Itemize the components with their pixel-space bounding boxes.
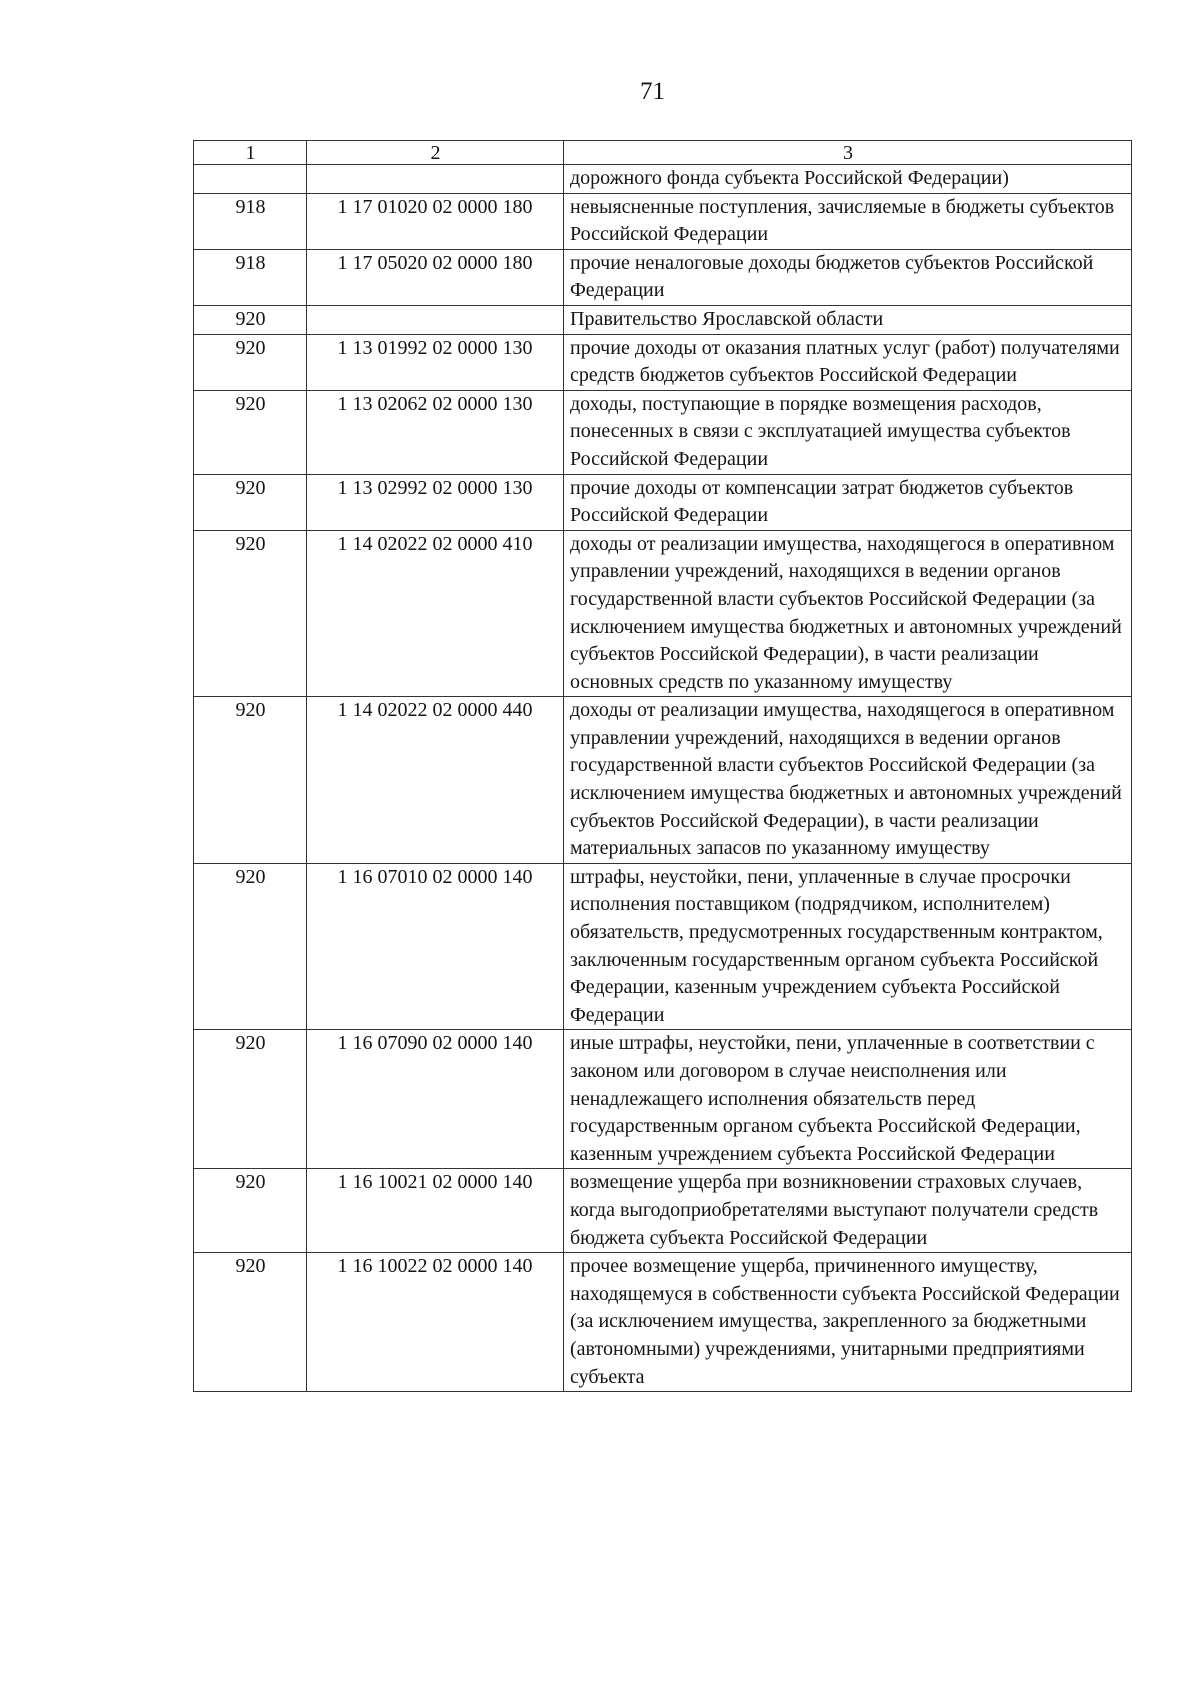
table-row — [194, 530, 1132, 697]
table-row — [194, 390, 1132, 474]
admin-code-cell: 920 — [194, 1030, 307, 1169]
admin-code-cell: 920 — [194, 334, 307, 390]
revenue-name-cell: невыясненные поступления, зачисляемые в бюджеты субъектов Российской Федерации — [564, 193, 1132, 249]
revenue-code-cell: 1 17 05020 02 0000 180 — [307, 249, 564, 305]
page-number: 71 — [640, 78, 665, 105]
table-row — [194, 165, 1132, 194]
table-row — [194, 334, 1132, 390]
revenue-name-cell: доходы от реализации имущества, находящегося в оперативном управлении учреждений, находящихся в ведении органов государственной власти субъектов Российской Федерации (за исключением имущества бюджетных и автономных учреждений субъектов Российской Федерации), в части реализации материальных запасов по указанному имуществу — [564, 697, 1132, 864]
table-row — [194, 1169, 1132, 1253]
admin-code-cell: 920 — [194, 863, 307, 1030]
revenue-name-cell: прочие неналоговые доходы бюджетов субъектов Российской Федерации — [564, 249, 1132, 305]
table-row — [194, 305, 1132, 334]
revenue-name-cell: иные штрафы, неустойки, пени, уплаченные в соответствии с законом или договором в случае неисполнения или ненадлежащего исполнения обязательств перед государственным органом субъекта Российской Федерации, казенным учреждением субъекта Российской Федерации — [564, 1030, 1132, 1169]
revenue-code-cell: 1 13 02062 02 0000 130 — [307, 390, 564, 474]
revenue-code-cell — [307, 165, 564, 194]
admin-code-cell: 920 — [194, 305, 307, 334]
revenue-code-cell: 1 13 02992 02 0000 130 — [307, 474, 564, 530]
revenue-code-cell: 1 16 07090 02 0000 140 — [307, 1030, 564, 1169]
column-header-3: 3 — [564, 141, 1132, 165]
revenue-name-cell: Правительство Ярославской области — [564, 305, 1132, 334]
table-row — [194, 474, 1132, 530]
table-row — [194, 863, 1132, 1030]
header-row — [194, 141, 1132, 165]
revenue-code-cell: 1 14 02022 02 0000 410 — [307, 530, 564, 697]
revenue-code-cell: 1 16 10022 02 0000 140 — [307, 1253, 564, 1392]
revenue-name-cell: дорожного фонда субъекта Российской Федерации) — [564, 165, 1132, 194]
revenue-name-cell: прочее возмещение ущерба, причиненного имуществу, находящемуся в собственности субъекта Российской Федерации (за исключением имущества, закрепленного за бюджетными (автономными) учреждениями, унитарными предприятиями субъекта — [564, 1253, 1132, 1392]
column-header-2: 2 — [307, 141, 564, 165]
admin-code-cell: 920 — [194, 1253, 307, 1392]
revenue-name-cell: штрафы, неустойки, пени, уплаченные в случае просрочки исполнения поставщиком (подрядчиком, исполнителем) обязательств, предусмотренных государственным контрактом, заключенным государственным органом субъекта Российской Федерации, казенным учреждением субъекта Российской Федерации — [564, 863, 1132, 1030]
admin-code-cell: 918 — [194, 193, 307, 249]
revenue-name-cell: доходы от реализации имущества, находящегося в оперативном управлении учреждений, находящихся в ведении органов государственной власти субъектов Российской Федерации (за исключением имущества бюджетных и автономных учреждений субъектов Российской Федерации), в части реализации основных средств по указанному имуществу — [564, 530, 1132, 697]
revenue-code-cell: 1 17 01020 02 0000 180 — [307, 193, 564, 249]
revenue-code-cell — [307, 305, 564, 334]
admin-code-cell: 918 — [194, 249, 307, 305]
admin-code-cell: 920 — [194, 697, 307, 864]
table-row — [194, 1253, 1132, 1392]
revenue-code-cell: 1 13 01992 02 0000 130 — [307, 334, 564, 390]
admin-code-cell: 920 — [194, 474, 307, 530]
revenue-name-cell: прочие доходы от компенсации затрат бюджетов субъектов Российской Федерации — [564, 474, 1132, 530]
table-row — [194, 193, 1132, 249]
table-row — [194, 1030, 1132, 1169]
revenue-code-cell: 1 16 07010 02 0000 140 — [307, 863, 564, 1030]
revenue-name-cell: возмещение ущерба при возникновении страховых случаев, когда выгодоприобретателями выступают получатели средств бюджета субъекта Российской Федерации — [564, 1169, 1132, 1253]
admin-code-cell — [194, 165, 307, 194]
revenue-code-cell: 1 16 10021 02 0000 140 — [307, 1169, 564, 1253]
revenue-name-cell: прочие доходы от оказания платных услуг (работ) получателями средств бюджетов субъектов Российской Федерации — [564, 334, 1132, 390]
admin-code-cell: 920 — [194, 1169, 307, 1253]
revenue-name-cell: доходы, поступающие в порядке возмещения расходов, понесенных в связи с эксплуатацией имущества субъектов Российской Федерации — [564, 390, 1132, 474]
revenue-classification-table — [193, 140, 1132, 1392]
admin-code-cell: 920 — [194, 390, 307, 474]
table-row — [194, 697, 1132, 864]
revenue-code-cell: 1 14 02022 02 0000 440 — [307, 697, 564, 864]
column-header-1: 1 — [194, 141, 307, 165]
table-row — [194, 249, 1132, 305]
admin-code-cell: 920 — [194, 530, 307, 697]
